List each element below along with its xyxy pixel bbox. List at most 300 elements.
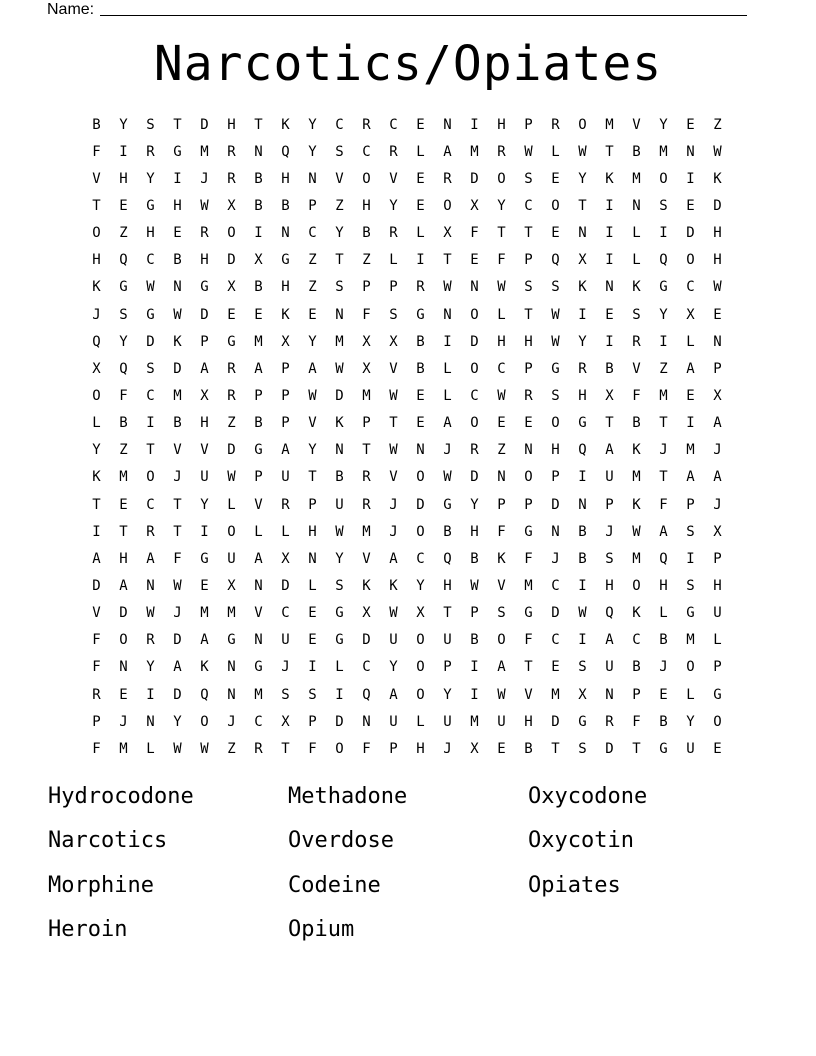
grid-cell: I	[254, 225, 263, 242]
grid-cell: N	[416, 442, 425, 459]
grid-cell: I	[416, 252, 425, 269]
grid-cell: J	[389, 496, 398, 513]
grid-cell: H	[605, 577, 614, 594]
grid-cell: K	[632, 496, 641, 513]
grid-cell: D	[551, 496, 560, 513]
grid-cell: X	[713, 523, 722, 540]
grid-cell: I	[605, 197, 614, 214]
grid-cell: C	[686, 279, 695, 296]
grid-cell: N	[308, 550, 317, 567]
grid-cell: O	[227, 225, 236, 242]
grid-cell: I	[605, 225, 614, 242]
grid-cell: U	[227, 550, 236, 567]
grid-cell: W	[497, 387, 506, 404]
grid-cell: S	[335, 279, 344, 296]
grid-cell: E	[254, 306, 263, 323]
grid-cell: X	[362, 360, 371, 377]
grid-cell: U	[605, 469, 614, 486]
grid-cell: V	[389, 170, 398, 187]
grid-cell: V	[92, 170, 101, 187]
grid-cell: L	[443, 387, 452, 404]
grid-cell: T	[308, 469, 317, 486]
grid-cell: H	[92, 252, 101, 269]
grid-cell: G	[146, 197, 155, 214]
grid-cell: X	[470, 740, 479, 757]
grid-cell: M	[119, 740, 128, 757]
grid-cell: X	[443, 225, 452, 242]
word-list-item: Methadone	[288, 783, 408, 809]
grid-cell: T	[146, 442, 155, 459]
grid-cell: E	[524, 415, 533, 432]
grid-cell: O	[92, 387, 101, 404]
grid-cell: R	[389, 143, 398, 160]
grid-cell: I	[335, 686, 344, 703]
grid-cell: B	[524, 740, 533, 757]
grid-cell: P	[389, 279, 398, 296]
grid-cell: G	[443, 496, 452, 513]
grid-cell: X	[227, 197, 236, 214]
grid-cell: W	[227, 469, 236, 486]
grid-cell: A	[389, 686, 398, 703]
grid-cell: K	[92, 469, 101, 486]
grid-cell: G	[524, 605, 533, 622]
grid-cell: P	[713, 360, 722, 377]
grid-cell: G	[416, 306, 425, 323]
grid-cell: O	[443, 197, 452, 214]
grid-cell: G	[227, 632, 236, 649]
grid-cell: R	[551, 116, 560, 133]
grid-cell: C	[254, 713, 263, 730]
grid-cell: P	[281, 387, 290, 404]
grid-cell: J	[200, 170, 209, 187]
grid-cell: E	[308, 306, 317, 323]
grid-cell: T	[443, 605, 452, 622]
word-list	[48, 778, 768, 956]
grid-cell: B	[254, 170, 263, 187]
grid-cell: V	[632, 116, 641, 133]
grid-cell: A	[146, 550, 155, 567]
grid-cell: I	[686, 415, 695, 432]
grid-cell: K	[632, 605, 641, 622]
grid-cell: D	[335, 387, 344, 404]
grid-cell: E	[119, 686, 128, 703]
grid-cell: D	[605, 740, 614, 757]
grid-cell: T	[659, 469, 668, 486]
grid-cell: N	[308, 170, 317, 187]
grid-cell: H	[362, 197, 371, 214]
grid-cell: Y	[578, 333, 587, 350]
grid-cell: E	[659, 686, 668, 703]
grid-cell: X	[227, 577, 236, 594]
grid-cell: E	[308, 605, 317, 622]
grid-cell: V	[92, 605, 101, 622]
grid-cell: A	[659, 523, 668, 540]
grid-cell: B	[281, 197, 290, 214]
grid-cell: V	[254, 496, 263, 513]
grid-cell: G	[146, 306, 155, 323]
grid-cell: G	[686, 605, 695, 622]
grid-cell: S	[146, 116, 155, 133]
grid-cell: H	[281, 170, 290, 187]
grid-cell: C	[146, 387, 155, 404]
grid-cell: G	[551, 360, 560, 377]
grid-cell: O	[335, 740, 344, 757]
grid-cell: T	[389, 415, 398, 432]
grid-cell: N	[686, 143, 695, 160]
grid-cell: I	[686, 170, 695, 187]
grid-cell: Y	[335, 550, 344, 567]
grid-cell: H	[119, 170, 128, 187]
grid-cell: D	[92, 577, 101, 594]
grid-cell: E	[470, 252, 479, 269]
grid-cell: P	[254, 387, 263, 404]
grid-cell: X	[92, 360, 101, 377]
grid-cell: L	[416, 225, 425, 242]
grid-cell: S	[389, 306, 398, 323]
grid-cell: G	[335, 605, 344, 622]
grid-cell: V	[254, 605, 263, 622]
grid-cell: B	[578, 523, 587, 540]
grid-cell: E	[551, 225, 560, 242]
grid-cell: O	[227, 523, 236, 540]
word-list-item: Overdose	[288, 828, 394, 853]
grid-cell: T	[173, 116, 182, 133]
grid-cell: D	[173, 686, 182, 703]
grid-cell: G	[524, 523, 533, 540]
grid-cell: W	[443, 469, 452, 486]
grid-cell: X	[605, 387, 614, 404]
grid-cell: O	[119, 632, 128, 649]
grid-cell: E	[173, 225, 182, 242]
grid-cell: Z	[227, 415, 236, 432]
grid-cell: T	[659, 415, 668, 432]
grid-cell: G	[335, 632, 344, 649]
grid-cell: P	[200, 333, 209, 350]
grid-cell: O	[362, 170, 371, 187]
grid-cell: E	[551, 170, 560, 187]
grid-cell: R	[227, 170, 236, 187]
grid-cell: Q	[578, 442, 587, 459]
grid-cell: L	[632, 225, 641, 242]
grid-cell: D	[146, 333, 155, 350]
grid-cell: L	[659, 605, 668, 622]
grid-cell: A	[443, 143, 452, 160]
word-list-item: Codeine	[288, 872, 381, 898]
grid-cell: N	[254, 143, 263, 160]
grid-cell: R	[146, 632, 155, 649]
grid-cell: N	[578, 496, 587, 513]
grid-cell: K	[578, 279, 587, 296]
grid-cell: R	[443, 170, 452, 187]
name-underline	[100, 1, 747, 16]
grid-cell: M	[173, 387, 182, 404]
grid-cell: R	[227, 387, 236, 404]
grid-cell: M	[686, 442, 695, 459]
grid-cell: Y	[686, 713, 695, 730]
grid-cell: W	[389, 442, 398, 459]
grid-cell: L	[308, 577, 317, 594]
grid-cell: T	[92, 496, 101, 513]
grid-cell: P	[551, 469, 560, 486]
grid-cell: M	[524, 577, 533, 594]
grid-cell: V	[524, 686, 533, 703]
grid-cell: D	[686, 225, 695, 242]
grid-cell: H	[659, 577, 668, 594]
grid-cell: R	[146, 143, 155, 160]
grid-cell: R	[416, 279, 425, 296]
grid-cell: N	[443, 306, 452, 323]
grid-cell: L	[146, 740, 155, 757]
grid-cell: N	[119, 659, 128, 676]
grid-cell: X	[254, 252, 263, 269]
grid-cell: I	[578, 469, 587, 486]
grid-cell: D	[362, 632, 371, 649]
grid-cell: R	[632, 333, 641, 350]
grid-cell: O	[578, 116, 587, 133]
grid-cell: E	[416, 170, 425, 187]
grid-cell: K	[281, 306, 290, 323]
grid-cell: L	[281, 523, 290, 540]
grid-cell: A	[281, 442, 290, 459]
name-label: Name:	[47, 1, 95, 18]
grid-cell: D	[416, 496, 425, 513]
grid-cell: G	[578, 713, 587, 730]
grid-cell: Y	[308, 333, 317, 350]
grid-cell: D	[173, 360, 182, 377]
grid-cell: G	[713, 686, 722, 703]
grid-cell: I	[578, 577, 587, 594]
grid-cell: T	[443, 252, 452, 269]
grid-cell: Q	[605, 605, 614, 622]
grid-cell: R	[470, 442, 479, 459]
grid-cell: B	[632, 659, 641, 676]
grid-cell: G	[281, 252, 290, 269]
grid-cell: L	[92, 415, 101, 432]
grid-cell: H	[524, 713, 533, 730]
grid-cell: R	[497, 143, 506, 160]
grid-cell: P	[497, 496, 506, 513]
grid-cell: N	[173, 279, 182, 296]
grid-cell: O	[524, 469, 533, 486]
grid-cell: B	[254, 197, 263, 214]
grid-cell: J	[443, 442, 452, 459]
word-list-item: Oxycodone	[528, 783, 648, 809]
grid-cell: N	[227, 659, 236, 676]
word-list-item: Heroin	[48, 917, 128, 942]
grid-cell: M	[632, 469, 641, 486]
grid-cell: Q	[119, 252, 128, 269]
grid-cell: M	[119, 469, 128, 486]
grid-cell: E	[551, 659, 560, 676]
grid-cell: M	[335, 333, 344, 350]
grid-cell: P	[362, 279, 371, 296]
grid-cell: H	[173, 197, 182, 214]
grid-cell: D	[551, 713, 560, 730]
grid-cell: Y	[443, 686, 452, 703]
grid-cell: B	[92, 116, 101, 133]
grid-cell: B	[470, 632, 479, 649]
grid-cell: H	[713, 225, 722, 242]
grid-cell: I	[470, 116, 479, 133]
grid-cell: H	[416, 740, 425, 757]
grid-cell: I	[200, 523, 209, 540]
grid-cell: L	[686, 333, 695, 350]
grid-cell: E	[416, 197, 425, 214]
grid-cell: W	[389, 605, 398, 622]
grid-cell: N	[254, 632, 263, 649]
grid-cell: X	[362, 333, 371, 350]
grid-cell: Q	[659, 252, 668, 269]
grid-cell: R	[254, 740, 263, 757]
grid-cell: W	[551, 306, 560, 323]
grid-cell: P	[308, 197, 317, 214]
letter-grid	[83, 111, 731, 762]
grid-cell: P	[686, 496, 695, 513]
grid-cell: F	[524, 632, 533, 649]
grid-cell: T	[254, 116, 263, 133]
grid-cell: H	[551, 442, 560, 459]
grid-cell: T	[605, 143, 614, 160]
grid-cell: A	[605, 632, 614, 649]
grid-cell: R	[605, 713, 614, 730]
grid-cell: I	[659, 333, 668, 350]
grid-cell: U	[443, 632, 452, 649]
grid-cell: C	[335, 116, 344, 133]
grid-cell: J	[389, 523, 398, 540]
grid-cell: C	[416, 550, 425, 567]
grid-cell: H	[200, 252, 209, 269]
grid-cell: O	[470, 360, 479, 377]
grid-cell: D	[227, 252, 236, 269]
grid-cell: F	[659, 496, 668, 513]
grid-cell: G	[659, 740, 668, 757]
grid-cell: Y	[119, 116, 128, 133]
grid-cell: W	[713, 279, 722, 296]
grid-cell: N	[254, 577, 263, 594]
grid-cell: D	[200, 306, 209, 323]
grid-cell: K	[497, 550, 506, 567]
grid-cell: A	[119, 577, 128, 594]
grid-cell: W	[443, 279, 452, 296]
grid-cell: J	[713, 496, 722, 513]
grid-cell: Q	[659, 550, 668, 567]
grid-cell: Y	[308, 116, 317, 133]
grid-cell: U	[335, 496, 344, 513]
grid-cell: P	[632, 686, 641, 703]
grid-cell: M	[200, 143, 209, 160]
grid-cell: S	[119, 306, 128, 323]
grid-cell: N	[605, 686, 614, 703]
grid-cell: N	[605, 279, 614, 296]
grid-cell: Q	[551, 252, 560, 269]
grid-cell: A	[443, 415, 452, 432]
grid-cell: D	[470, 170, 479, 187]
grid-cell: C	[308, 225, 317, 242]
grid-cell: O	[146, 469, 155, 486]
grid-cell: K	[713, 170, 722, 187]
grid-cell: L	[389, 252, 398, 269]
grid-cell: E	[686, 116, 695, 133]
grid-cell: T	[92, 197, 101, 214]
grid-cell: V	[389, 469, 398, 486]
grid-cell: K	[632, 279, 641, 296]
grid-cell: V	[362, 550, 371, 567]
grid-cell: T	[524, 659, 533, 676]
grid-cell: L	[254, 523, 263, 540]
grid-cell: F	[308, 740, 317, 757]
grid-cell: X	[578, 686, 587, 703]
grid-cell: U	[281, 469, 290, 486]
grid-cell: Y	[308, 442, 317, 459]
grid-cell: S	[551, 387, 560, 404]
grid-cell: K	[605, 170, 614, 187]
grid-cell: D	[713, 197, 722, 214]
grid-cell: V	[632, 360, 641, 377]
grid-cell: O	[416, 632, 425, 649]
grid-cell: F	[173, 550, 182, 567]
grid-cell: H	[578, 387, 587, 404]
grid-cell: S	[524, 170, 533, 187]
word-list-item: Hydrocodone	[48, 783, 194, 809]
grid-cell: H	[281, 279, 290, 296]
grid-cell: I	[146, 415, 155, 432]
grid-cell: P	[713, 659, 722, 676]
grid-cell: G	[173, 143, 182, 160]
grid-cell: P	[524, 496, 533, 513]
word-list-item: Opium	[288, 917, 355, 942]
grid-cell: Y	[578, 170, 587, 187]
grid-cell: U	[713, 605, 722, 622]
grid-cell: F	[632, 387, 641, 404]
grid-cell: S	[578, 740, 587, 757]
grid-cell: T	[551, 740, 560, 757]
grid-cell: Q	[362, 686, 371, 703]
grid-cell: N	[578, 225, 587, 242]
grid-cell: C	[362, 143, 371, 160]
grid-cell: F	[362, 306, 371, 323]
grid-cell: I	[605, 252, 614, 269]
grid-cell: D	[227, 442, 236, 459]
grid-cell: H	[227, 116, 236, 133]
grid-cell: T	[497, 225, 506, 242]
grid-cell: G	[254, 659, 263, 676]
grid-cell: O	[416, 686, 425, 703]
grid-cell: T	[578, 197, 587, 214]
word-list-item: Morphine	[48, 872, 154, 898]
grid-cell: N	[335, 306, 344, 323]
grid-cell: M	[227, 605, 236, 622]
word-list-item: Narcotics	[48, 828, 168, 853]
grid-cell: R	[200, 225, 209, 242]
grid-cell: M	[470, 713, 479, 730]
grid-cell: A	[686, 360, 695, 377]
grid-cell: R	[92, 686, 101, 703]
grid-cell: R	[362, 469, 371, 486]
grid-cell: G	[254, 442, 263, 459]
grid-cell: O	[470, 415, 479, 432]
grid-cell: S	[686, 577, 695, 594]
grid-cell: B	[254, 279, 263, 296]
grid-cell: I	[470, 686, 479, 703]
grid-cell: D	[200, 116, 209, 133]
grid-cell: A	[497, 659, 506, 676]
grid-cell: L	[713, 632, 722, 649]
grid-cell: B	[416, 360, 425, 377]
grid-cell: B	[443, 523, 452, 540]
grid-cell: I	[92, 523, 101, 540]
grid-cell: J	[173, 469, 182, 486]
grid-cell: P	[308, 496, 317, 513]
